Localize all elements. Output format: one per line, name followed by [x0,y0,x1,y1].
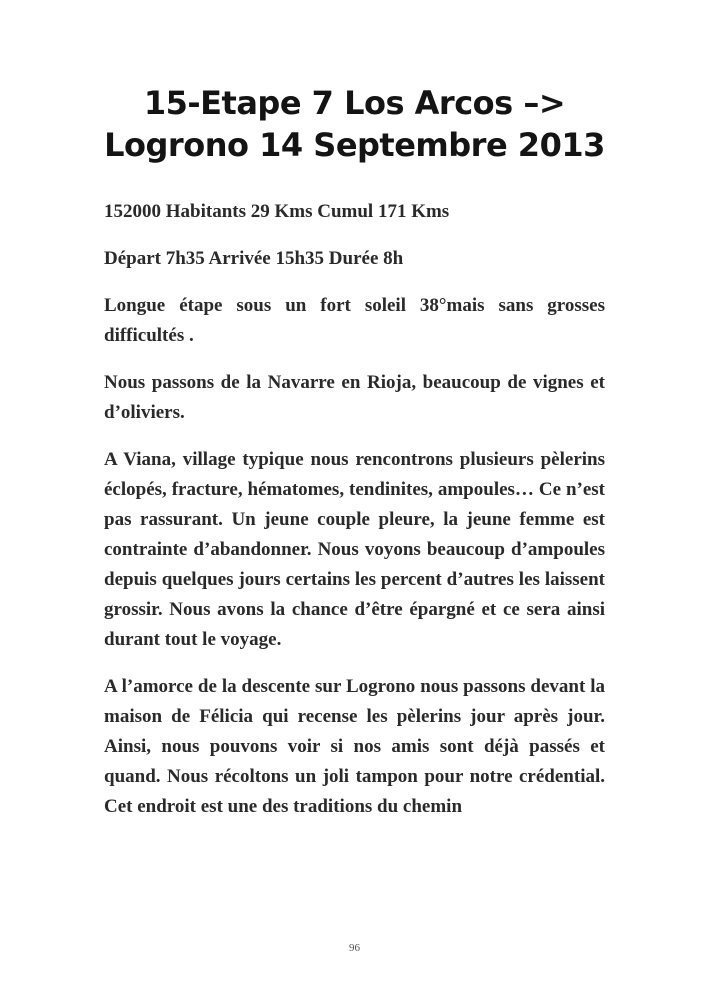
paragraph-weather: Longue étape sous un fort soleil 38°mais sans grosses difficultés . [104,295,605,346]
page-number: 96 [349,942,360,954]
title-line-2: Logrono 14 Septembre 2013 [104,126,605,164]
paragraph-region: Nous passons de la Navarre en Rioja, beaucoup de vignes et d’oliviers. [104,372,605,423]
body-text [104,197,605,839]
paragraph-schedule: Départ 7h35 Arrivée 15h35 Durée 8h [104,248,404,269]
page-title [60,82,649,166]
title-line-1: 15-Etape 7 Los Arcos –> [143,84,566,122]
paragraph-stats: 152000 Habitants 29 Kms Cumul 171 Kms [104,201,450,222]
paragraph-viana: A Viana, village typique nous rencontrons plusieurs pèlerins éclopés, fracture, hématomes, tendinites, ampoules… Ce n’est pas rassurant. Un jeune couple pleure, la jeune femme est contrainte d’abandonner. Nous voyons beaucoup d’ampoules depuis quelques jours certains les percent d’autres les laissent grossir. Nous avons la chance d’être épargné et ce sera ainsi durant tout le voyage. [104,449,605,650]
paragraph-logrono: A l’amorce de la descente sur Logrono nous passons devant la maison de Félicia qui recense les pèlerins jour après jour. Ainsi, nous pouvons voir si nos amis sont déjà passés et quand. Nous récoltons un joli tampon pour notre crédential. Cet endroit est une des traditions du chemin [104,676,605,817]
